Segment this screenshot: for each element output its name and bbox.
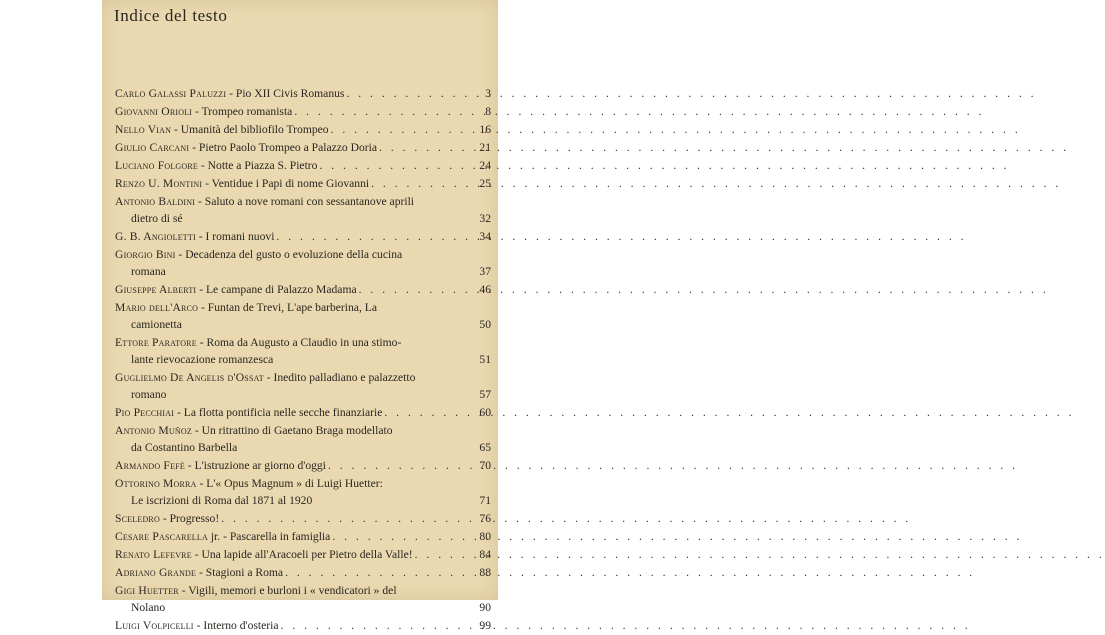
toc-entry [115, 422, 491, 456]
toc-title: Funtan de Trevi, L'ape barberina, La [207, 301, 377, 314]
toc-entry-line: Giuseppe Alberti - Le campane di Palazzo Madama . . . 46 [115, 281, 491, 298]
toc-leader-dots [221, 510, 475, 527]
toc-page-number: 57 [479, 388, 491, 401]
toc-entry [115, 546, 491, 563]
toc-title: L'istruzione ar giorno d'oggi [194, 459, 326, 472]
toc-page-number: 37 [479, 265, 491, 278]
toc-entry [115, 228, 491, 245]
toc-author: Renato Lefevre [115, 548, 192, 561]
toc-entry-line [115, 316, 491, 333]
toc-page-number: 16 [479, 123, 491, 136]
toc-entry-line [115, 386, 491, 403]
toc-author: Luciano Folgore [115, 159, 198, 172]
toc-page-number: 84 [479, 548, 491, 561]
toc-entry-line: Pio Pecchiai - La flotta pontificia nelle secche finanziarie . . . 60 [115, 404, 491, 421]
toc-entry [115, 121, 491, 138]
toc-entry-line: Luciano Folgore - Notte a Piazza S. Pietro . . . 24 [115, 157, 491, 174]
toc-title: Inedito palladiano e palazzetto [273, 371, 416, 384]
toc-author: Sceledro [115, 512, 160, 525]
page-title: Indice del testo [114, 6, 228, 25]
toc-author: Antonio Muñoz [115, 424, 192, 437]
toc-leader-dots [346, 85, 475, 102]
toc-entry-line: Antonio Baldini - Saluto a nove romani con sessantanove aprili [115, 195, 415, 208]
toc-leader-dots [331, 121, 475, 138]
toc-author: Giuseppe Alberti [115, 283, 197, 296]
toc-author: Ettore Paratore [115, 336, 197, 349]
toc-entry [115, 617, 491, 634]
toc-entry-line [115, 439, 491, 456]
toc-page-number: 21 [479, 141, 491, 154]
toc-entry-line: Nello Vian - Umanità del bibliofilo Trompeo . . . 16 [115, 121, 491, 138]
toc-leader-dots [281, 617, 475, 634]
toc-entry-line: Renato Lefevre - Una lapide all'Aracoeli per Pietro della Valle! . . . 84 [115, 546, 491, 563]
toc-page-number: 51 [479, 353, 491, 366]
toc-entry-line: Giorgio Bini - Decadenza del gusto o evoluzione della cucina [115, 248, 403, 261]
toc-leader-dots [379, 139, 475, 156]
toc-entry-line: Ettore Paratore - Roma da Augusto a Claudio in una stimo- [115, 336, 402, 349]
toc-entry-line: Mario dell'Arco - Funtan de Trevi, L'ape barberina, La [115, 301, 377, 314]
toc-entry-line: Giulio Carcani - Pietro Paolo Trompeo a Palazzo Doria . . . 21 [115, 139, 491, 156]
toc-leader-dots [294, 103, 475, 120]
toc-title-continued: Nolano [131, 601, 166, 614]
toc-title: L'« Opus Magnum » di Luigi Huetter: [206, 477, 383, 490]
toc-entry [115, 404, 491, 421]
toc-title: Trompeo romanista [201, 105, 293, 118]
toc-leader-dots [319, 157, 475, 174]
toc-page-number: 24 [479, 159, 491, 172]
toc-title: Ventidue i Papi di nome Giovanni [211, 177, 370, 190]
toc-page-number: 90 [479, 601, 491, 614]
toc-title: Pietro Paolo Trompeo a Palazzo Doria [198, 141, 377, 154]
toc-entry [115, 528, 491, 545]
toc-author: Luigi Volpicelli [115, 619, 194, 632]
toc-page-number: 70 [479, 459, 491, 472]
toc-page-number: 34 [479, 230, 491, 243]
toc-entry-line [115, 492, 491, 509]
toc-author: Nello Vian [115, 123, 172, 136]
toc-page-number: 71 [479, 494, 491, 507]
toc-entry [115, 193, 491, 227]
toc-page-number: 50 [479, 318, 491, 331]
toc-author: Antonio Baldini [115, 195, 196, 208]
toc-title-continued: da Costantino Barbella [131, 441, 238, 454]
toc-page-number: 65 [479, 441, 491, 454]
toc-entry [115, 175, 491, 192]
toc-entry-line: Giovanni Orioli - Trompeo romanista . . . 8 [115, 103, 491, 120]
toc-title: Vigili, memori e burloni i « vendicatori » del [188, 584, 397, 597]
toc-title-continued: romana [131, 265, 166, 278]
toc-entry-line: Sceledro - Progresso! . . . 76 [115, 510, 491, 527]
toc-author: Guglielmo De Angelis d'Ossat [115, 371, 264, 384]
toc-author: Giovanni Orioli [115, 105, 193, 118]
toc-leader-dots [285, 564, 475, 581]
toc-title: Progresso! [169, 512, 220, 525]
toc-title: Una lapide all'Aracoeli per Pietro della Valle! [201, 548, 413, 561]
toc-entry [115, 281, 491, 298]
toc-entry [115, 582, 491, 616]
toc-title: Saluto a nove romani con sessantanove aprili [204, 195, 415, 208]
toc-entry-line: Ottorino Morra - L'« Opus Magnum » di Luigi Huetter: [115, 477, 383, 490]
toc-title-continued: romano [131, 388, 167, 401]
toc-page-number: 76 [479, 512, 491, 525]
toc-author: Armando Fefè [115, 459, 185, 472]
toc-author: Carlo Galassi Paluzzi [115, 87, 227, 100]
toc-author: Pio Pecchiai [115, 406, 175, 419]
toc-entry [115, 564, 491, 581]
table-of-contents [115, 85, 491, 635]
toc-author: G. B. Angioletti [115, 230, 196, 243]
toc-title-continued: camionetta [131, 318, 182, 331]
toc-title: Interno d'osteria [203, 619, 279, 632]
toc-entry-line [115, 263, 491, 280]
toc-entry-line: Renzo U. Montini - Ventidue i Papi di nome Giovanni . . . 25 [115, 175, 491, 192]
toc-author: Ottorino Morra [115, 477, 197, 490]
toc-entry [115, 157, 491, 174]
toc-title: I romani nuovi [205, 230, 275, 243]
toc-author: Cesare Pascarella [115, 530, 208, 543]
toc-entry-line: Guglielmo De Angelis d'Ossat - Inedito palladiano e palazzetto [115, 371, 416, 384]
toc-author: Renzo U. Montini [115, 177, 203, 190]
toc-author: Mario dell'Arco [115, 301, 199, 314]
toc-leader-dots [359, 281, 475, 298]
toc-entry [115, 369, 491, 403]
book-page [102, 0, 498, 632]
toc-entry [115, 246, 491, 280]
toc-page-number: 80 [479, 530, 491, 543]
toc-title: Pio XII Civis Romanus [235, 87, 345, 100]
toc-author: Gigi Huetter [115, 584, 179, 597]
toc-page-number: 3 [485, 87, 491, 100]
toc-title: La flotta pontificia nelle secche finanziarie [183, 406, 383, 419]
toc-entry-line [115, 210, 491, 227]
toc-entry [115, 457, 491, 474]
toc-leader-dots [371, 175, 475, 192]
toc-author: Adriano Grande [115, 566, 197, 579]
toc-entry [115, 103, 491, 120]
toc-page-number: 25 [479, 177, 491, 190]
toc-entry [115, 510, 491, 527]
toc-entry-line: Luigi Volpicelli - Interno d'osteria . . . 99 [115, 617, 491, 634]
toc-title: Un ritrattino di Gaetano Braga modellato [201, 424, 393, 437]
toc-entry-line [115, 351, 491, 368]
toc-entry-line: Armando Fefè - L'istruzione ar giorno d'oggi . . . 70 [115, 457, 491, 474]
toc-title: Decadenza del gusto o evoluzione della cucina [185, 248, 403, 261]
toc-entry [115, 299, 491, 333]
toc-page-number: 32 [479, 212, 491, 225]
toc-entry-line: Adriano Grande - Stagioni a Roma . . . 88 [115, 564, 491, 581]
toc-leader-dots [384, 404, 475, 421]
toc-entry [115, 85, 491, 102]
toc-entry [115, 139, 491, 156]
toc-title-continued: lante rievocazione romanzesca [131, 353, 274, 366]
toc-entry-line: Antonio Muñoz - Un ritrattino di Gaetano Braga modellato [115, 424, 393, 437]
toc-author: Giulio Carcani [115, 141, 190, 154]
toc-author-suffix: jr. [207, 530, 221, 543]
toc-title: Pascarella in famiglia [229, 530, 331, 543]
toc-page-number: 99 [479, 619, 491, 632]
toc-leader-dots [332, 528, 475, 545]
toc-title-continued: Le iscrizioni di Roma dal 1871 al 1920 [131, 494, 313, 507]
toc-entry-line: Gigi Huetter - Vigili, memori e burloni i « vendicatori » del [115, 584, 397, 597]
toc-author: Giorgio Bini [115, 248, 176, 261]
toc-entry [115, 334, 491, 368]
toc-title: Umanità del bibliofilo Trompeo [180, 123, 329, 136]
toc-title: Roma da Augusto a Claudio in una stimo- [206, 336, 402, 349]
toc-page-number: 8 [485, 105, 491, 118]
toc-page-number: 60 [479, 406, 491, 419]
toc-title: Notte a Piazza S. Pietro [207, 159, 318, 172]
toc-entry-line [115, 599, 491, 616]
toc-leader-dots [328, 457, 475, 474]
toc-entry-line: Carlo Galassi Paluzzi - Pio XII Civis Romanus . . . 3 [115, 85, 491, 102]
toc-page-number: 46 [479, 283, 491, 296]
toc-page-number: 88 [479, 566, 491, 579]
toc-entry-line: G. B. Angioletti - I romani nuovi . . . 34 [115, 228, 491, 245]
toc-title: Le campane di Palazzo Madama [205, 283, 357, 296]
toc-entry [115, 475, 491, 509]
toc-leader-dots [276, 228, 475, 245]
toc-leader-dots [415, 546, 475, 563]
toc-title: Stagioni a Roma [205, 566, 284, 579]
toc-entry-line: Cesare Pascarella jr. - Pascarella in famiglia . . . 80 [115, 528, 491, 545]
toc-title-continued: dietro di sé [131, 212, 183, 225]
